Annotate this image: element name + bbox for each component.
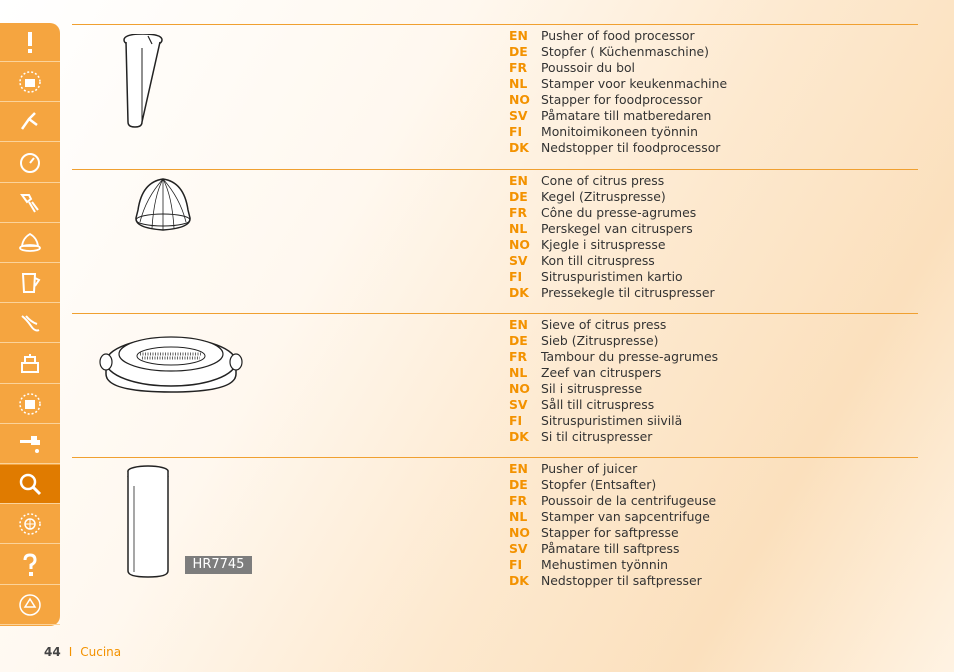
translation-text: Mehustimen työnnin (541, 557, 669, 572)
language-code: EN (509, 461, 528, 476)
language-code: FI (509, 269, 523, 284)
sieve-citrus-press-illustration (98, 318, 244, 394)
sidebar-tab-dial[interactable] (0, 144, 60, 183)
translation-row (509, 28, 727, 44)
exclamation-icon (17, 29, 43, 55)
language-code: FR (509, 349, 528, 364)
sidebar-tab-globe-badge[interactable] (0, 505, 60, 544)
translation-row (509, 413, 718, 429)
mixer-icon (17, 190, 43, 216)
translation-row (509, 541, 716, 557)
page-number: 44 (44, 645, 61, 659)
dial-icon (17, 150, 43, 176)
language-code: DK (509, 285, 529, 300)
sidebar-tab-settings-badge[interactable] (0, 63, 60, 102)
sidebar-nav (0, 23, 60, 626)
translation-row (509, 525, 716, 541)
pusher-food-processor-illustration (118, 34, 168, 130)
sidebar-tab-jug[interactable] (0, 264, 60, 303)
language-code: NL (509, 365, 528, 380)
translation-text: Nedstopper til foodprocessor (541, 140, 721, 155)
translation-text: Stamper voor keukenmachine (541, 76, 728, 91)
translation-text: Sitruspuristimen kartio (541, 269, 683, 284)
sidebar-tab-citrus-press[interactable] (0, 224, 60, 263)
translation-row (509, 189, 715, 205)
language-code: SV (509, 397, 528, 412)
blender-icon (17, 109, 43, 135)
translation-text: Pusher of food processor (541, 28, 695, 43)
translation-row (509, 205, 715, 221)
translation-text: Kjegle i sitruspresse (541, 237, 666, 252)
question-icon (17, 552, 43, 578)
translation-text: Såll till citruspress (541, 397, 655, 412)
translation-text: Sieb (Zitruspresse) (541, 333, 659, 348)
language-code: NO (509, 237, 530, 252)
translation-row (509, 60, 727, 76)
tap-icon (17, 431, 43, 457)
translation-row (509, 381, 718, 397)
translation-row (509, 44, 727, 60)
sidebar-tab-recycle-badge[interactable] (0, 586, 60, 625)
translation-row (509, 509, 716, 525)
translation-text: Stopfer ( Küchenmaschine) (541, 44, 709, 59)
settings-badge-icon (17, 69, 43, 95)
language-code: DE (509, 477, 528, 492)
language-code: NO (509, 525, 530, 540)
language-code: DK (509, 429, 529, 444)
language-code: DE (509, 189, 528, 204)
translation-row (509, 557, 716, 573)
sidebar-tab-blender[interactable] (0, 103, 60, 142)
translation-row (509, 493, 716, 509)
translation-text: Nedstopper til saftpresser (541, 573, 702, 588)
translation-row (509, 76, 727, 92)
translation-text: Kon till citruspress (541, 253, 655, 268)
sidebar-tab-tap[interactable] (0, 425, 60, 464)
whisk-icon (17, 310, 43, 336)
translation-text: Sitruspuristimen siivilä (541, 413, 683, 428)
translation-text: Poussoir de la centrifugeuse (541, 493, 717, 508)
language-code: FI (509, 557, 523, 572)
translation-row (509, 461, 716, 477)
translation-text: Pusher of juicer (541, 461, 638, 476)
translation-row (509, 108, 727, 124)
sidebar-tab-exclamation[interactable] (0, 23, 60, 62)
translations-cone-citrus-press (509, 173, 715, 301)
language-code: FI (509, 124, 523, 139)
translations-sieve-citrus-press (509, 317, 718, 445)
language-code: DK (509, 573, 529, 588)
citrus-press-icon (17, 230, 43, 256)
translation-text: Tambour du presse-agrumes (541, 349, 719, 364)
language-code: NL (509, 76, 528, 91)
language-code: FR (509, 205, 528, 220)
language-code: NL (509, 509, 528, 524)
cone-citrus-press-illustration (130, 176, 196, 234)
sidebar-tab-food-processor[interactable] (0, 345, 60, 384)
model-label: HR7745 (185, 556, 252, 574)
sidebar-tab-whisk[interactable] (0, 304, 60, 343)
translation-text: Monitoimikoneen työnnin (541, 124, 698, 139)
translation-row (509, 573, 716, 589)
translation-text: Cone of citrus press (541, 173, 665, 188)
magnifier-icon (17, 471, 43, 497)
language-code: FR (509, 60, 528, 75)
translation-text: Påmatare till matberedaren (541, 108, 712, 123)
language-code: FR (509, 493, 528, 508)
translation-text: Sieve of citrus press (541, 317, 667, 332)
translation-text: Stopfer (Entsafter) (541, 477, 657, 492)
language-code: DE (509, 333, 528, 348)
translation-text: Perskegel van citruspers (541, 221, 693, 236)
page-footer (44, 645, 121, 659)
translation-row (509, 140, 727, 156)
sidebar-tab-mixer[interactable] (0, 184, 60, 223)
sidebar-tab-kit-badge[interactable] (0, 385, 60, 424)
translation-text: Pressekegle til citruspresser (541, 285, 715, 300)
translation-text: Stapper for foodprocessor (541, 92, 703, 107)
translation-row (509, 124, 727, 140)
translation-row (509, 173, 715, 189)
translation-row (509, 333, 718, 349)
divider (72, 24, 918, 25)
food-processor-icon (17, 351, 43, 377)
translation-row (509, 269, 715, 285)
section-name: Cucina (80, 645, 122, 659)
translation-text: Påmatare till saftpress (541, 541, 680, 556)
translation-row (509, 349, 718, 365)
translation-text: Stamper van sapcentrifuge (541, 509, 710, 524)
kit-badge-icon (17, 391, 43, 417)
translations-pusher-juicer (509, 461, 716, 589)
language-code: EN (509, 317, 528, 332)
language-code: EN (509, 28, 528, 43)
jug-icon (17, 270, 43, 296)
translation-row (509, 429, 718, 445)
translation-row (509, 365, 718, 381)
translation-row (509, 221, 715, 237)
translation-row (509, 253, 715, 269)
translation-row (509, 237, 715, 253)
translation-row (509, 397, 718, 413)
pusher-juicer-illustration (124, 464, 172, 580)
translation-text: Stapper for saftpresse (541, 525, 679, 540)
translation-text: Si til citruspresser (541, 429, 653, 444)
language-code: SV (509, 108, 528, 123)
divider (72, 169, 918, 170)
translation-text: Sil i sitruspresse (541, 381, 643, 396)
language-code: DE (509, 44, 528, 59)
translation-text: Zeef van citruspers (541, 365, 662, 380)
language-code: NO (509, 381, 530, 396)
translation-row (509, 477, 716, 493)
language-code: NL (509, 221, 528, 236)
footer-separator: I (68, 645, 73, 659)
recycle-badge-icon (17, 592, 43, 618)
sidebar-tab-magnifier[interactable] (0, 465, 60, 504)
translation-row (509, 317, 718, 333)
language-code: DK (509, 140, 529, 155)
translation-text: Poussoir du bol (541, 60, 635, 75)
sidebar-tab-question[interactable] (0, 546, 60, 585)
language-code: SV (509, 253, 528, 268)
language-code: NO (509, 92, 530, 107)
translation-text: Cône du presse-agrumes (541, 205, 697, 220)
language-code: FI (509, 413, 523, 428)
translation-row (509, 285, 715, 301)
translation-row (509, 92, 727, 108)
language-code: SV (509, 541, 528, 556)
divider (72, 313, 918, 314)
translation-text: Kegel (Zitruspresse) (541, 189, 666, 204)
language-code: EN (509, 173, 528, 188)
divider (72, 457, 918, 458)
translations-pusher-food-processor (509, 28, 727, 156)
globe-badge-icon (17, 511, 43, 537)
